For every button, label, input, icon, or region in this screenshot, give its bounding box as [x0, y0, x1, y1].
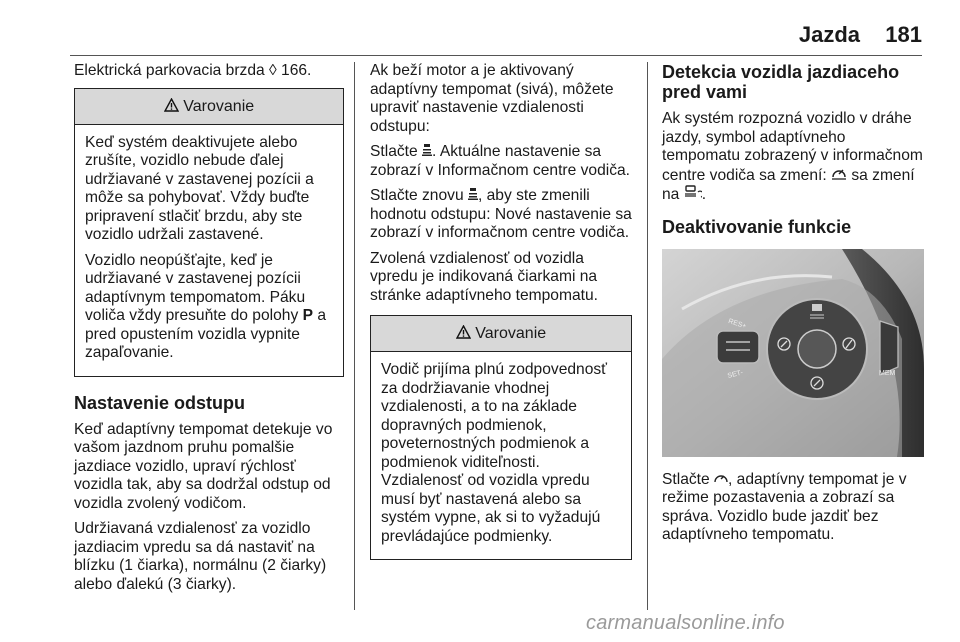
- heading-deactivate: Deaktivovanie funkcie: [662, 216, 852, 237]
- warning-box-2: [370, 315, 632, 560]
- column-2: [370, 62, 632, 560]
- page-header: [0, 22, 960, 52]
- header-rule: [70, 55, 922, 56]
- adjust-text-3: Stlačte znovu , aby ste zmenili hodnotu odstupu: Nové nastavenie sa zobrazí v informačnom centre vodiča.: [370, 187, 632, 241]
- cruise-pause-icon: [714, 471, 728, 490]
- warning-box-1: [74, 88, 344, 377]
- warning-header: [75, 89, 343, 125]
- column-divider-1: [354, 62, 355, 610]
- section-title: Jazda: [798, 22, 860, 47]
- res-label: RES+: [727, 317, 748, 330]
- distance-text-2: Udržiavaná vzdialenosť za vozidlo jazdiacim vpredu sa dá nastaviť na blízku (1 čiarka), normálnu (2 čiarky) alebo ďalekú (3 čiarky).: [74, 520, 327, 593]
- mem-label: MEM: [879, 369, 896, 377]
- column-divider-2: [647, 62, 648, 610]
- warning-text-2: Vozidlo neopúšťajte, keď je udržiavané v zastavenej pozícii adaptívnym tempomatom. Páku voliča vždy presuňte do polohy P a pred opustením vozidla vypnite zapaľovanie.: [85, 251, 326, 361]
- warning-triangle-icon: [164, 98, 183, 115]
- warning-text-2: Vzdialenosť od vozidla vpredu musí byť nastavená alebo sa systém vypne, ak si to vyžadujú prevládajúce podmienky.: [381, 472, 601, 545]
- page-number: 181: [885, 22, 922, 47]
- adjust-text-1: Ak beží motor a je aktivovaný adaptívny tempomat (sivá), môžete upraviť nastavenie vzdialenosti odstupu:: [370, 62, 614, 135]
- detection-text: Ak systém rozpozná vozidlo v dráhe jazdy, symbol adaptívneho tempomatu zobrazený v informačnom centre vodiča sa zmení: sa zmení na .: [662, 110, 923, 203]
- gap-button-icon: [422, 143, 432, 162]
- cruise-icon-vehicle-ahead: [684, 185, 702, 205]
- intro-text: Elektrická parkovacia brzda ◊ 166.: [74, 62, 312, 79]
- column-1: [74, 62, 344, 601]
- warning-title: Varovanie: [183, 97, 255, 115]
- column-3: [662, 62, 924, 552]
- cruise-icon-grey: [831, 166, 847, 186]
- warning-header: [371, 316, 631, 352]
- gap-button-icon: [468, 187, 478, 206]
- deactivate-text: Stlačte , adaptívny tempomat je v režime pozastavenia a zobrazí sa správa. Vozidlo bude jazdiť bez adaptívneho tempomatu.: [662, 470, 907, 543]
- steering-wheel-controls-image: [662, 249, 924, 457]
- heading-detection: Detekcia vozidla jazdiaceho pred vami: [662, 62, 900, 102]
- heading-distance: Nastavenie odstupu: [74, 392, 246, 413]
- adjust-text-2: Stlačte . Aktuálne nastavenie sa zobrazí v Informačnom centre vodiča.: [370, 143, 631, 179]
- warning-text-1: Keď systém deaktivujete alebo zrušíte, vozidlo nebude ďalej udržiavané v zastavenej pozícii a môže sa pohybovať. Vždy buďte pripravení stlačiť brzdu, aby ste vozidlo udržali zastavené.: [85, 133, 314, 243]
- adjust-text-4: Zvolená vzdialenosť od vozidla vpredu je indikovaná čiarkami na stránke adaptívneho tempomatu.: [370, 249, 598, 304]
- watermark: carmanualsonline.info: [586, 612, 785, 634]
- distance-text-1: Keď adaptívny tempomat detekuje vo vašom jazdnom pruhu pomalšie jazdiace vozidlo, upraví rýchlosť vozidla tak, aby sa dodržal odstup od vozidla zvolený vodičom.: [74, 420, 333, 512]
- gear-p: P: [302, 307, 313, 324]
- warning-triangle-icon: [456, 325, 475, 342]
- warning-text-1: Vodič prijíma plnú zodpovednosť za dodržiavanie vhodnej vzdialenosti, a to na základe dopravných podmienok, poveternostných podmienok a podmienok viditeľnosti.: [381, 361, 608, 471]
- warning-title: Varovanie: [475, 325, 547, 342]
- set-label: SET-: [726, 368, 744, 380]
